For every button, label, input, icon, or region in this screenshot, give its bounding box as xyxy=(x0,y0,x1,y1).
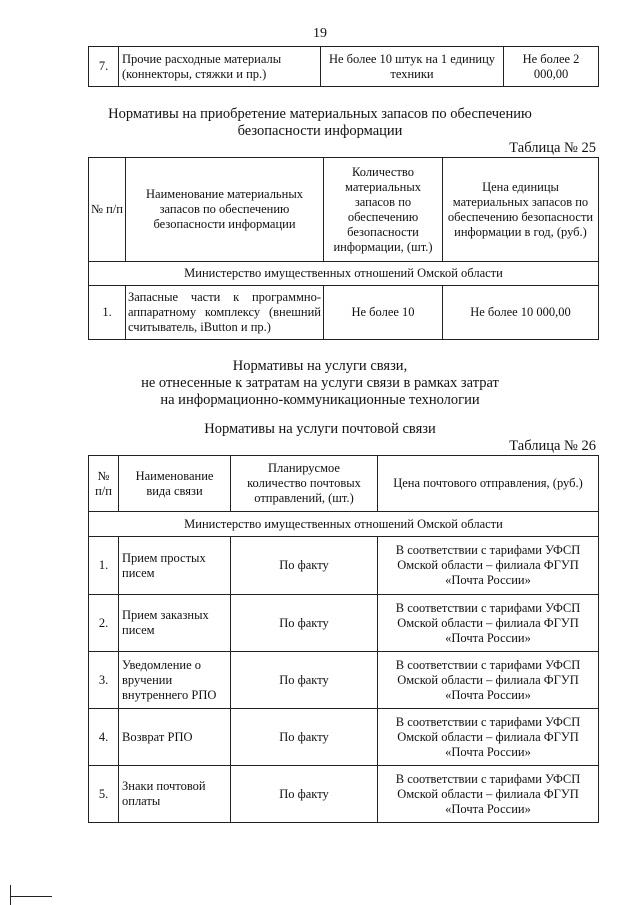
header-price: Цена единицы материальных запасов по обеспечению безопасности информации в год, (руб.) xyxy=(443,158,599,262)
item-name: Прием простых писем xyxy=(119,537,231,595)
header-quantity: Планирусмое количество почтовых отправлений, (шт.) xyxy=(231,456,378,512)
item-quantity: Не более 10 штук на 1 единицу техники xyxy=(321,47,504,87)
section1-title-line1: Нормативы на приобретение материальных запасов по обеспечению xyxy=(108,106,532,122)
header-quantity: Количество материальных запасов по обеспечению безопасности информации, (шт.) xyxy=(324,158,443,262)
scan-mark xyxy=(10,885,11,905)
row-number: 4. xyxy=(89,709,119,766)
header-num: № п/п xyxy=(89,456,119,512)
table-row xyxy=(89,652,599,709)
item-price: В соответствии с тарифами УФСП Омской области – филиала ФГУП «Почта России» xyxy=(378,766,599,823)
header-name: Наименование материальных запасов по обеспечению безопасности информации xyxy=(126,158,324,262)
item-price: Не более 10 000,00 xyxy=(443,286,599,340)
item-name: Прием заказных писем xyxy=(119,595,231,652)
item-name: Запасные части к программно-аппаратному комплексу (внешний считыватель, iButton и пр.) xyxy=(126,286,324,340)
ministry-name: Министерство имущественных отношений Омской области xyxy=(89,512,599,537)
top-table xyxy=(88,46,599,87)
table-26-label: Таблица № 26 xyxy=(509,438,596,454)
section2-title-line1: Нормативы на услуги связи, xyxy=(232,358,408,374)
table-header-row xyxy=(89,456,599,512)
ministry-row xyxy=(89,512,599,537)
item-quantity: По факту xyxy=(231,537,378,595)
item-price: В соответствии с тарифами УФСП Омской области – филиала ФГУП «Почта России» xyxy=(378,652,599,709)
row-number: 2. xyxy=(89,595,119,652)
row-number: 1. xyxy=(89,286,126,340)
page-number: 19 xyxy=(313,26,327,41)
item-name: Возврат РПО xyxy=(119,709,231,766)
table-row xyxy=(89,766,599,823)
scan-mark xyxy=(10,896,52,897)
section2-title-line2: не отнесенные к затратам на услуги связи в рамках затрат xyxy=(141,375,499,391)
item-quantity: По факту xyxy=(231,709,378,766)
table-row xyxy=(89,709,599,766)
item-name: Знаки почтовой оплаты xyxy=(119,766,231,823)
item-quantity: Не более 10 xyxy=(324,286,443,340)
row-number: 3. xyxy=(89,652,119,709)
table-26 xyxy=(88,455,599,823)
section1-title-line2: безопасности информации xyxy=(237,123,403,139)
item-price: В соответствии с тарифами УФСП Омской области – филиала ФГУП «Почта России» xyxy=(378,709,599,766)
header-num: № п/п xyxy=(89,158,126,262)
row-number: 1. xyxy=(89,537,119,595)
table-row xyxy=(89,537,599,595)
item-quantity: По факту xyxy=(231,652,378,709)
item-name: Прочие расходные материалы (коннекторы, стяжки и пр.) xyxy=(119,47,321,87)
table-row xyxy=(89,286,599,340)
item-name: Уведомление о вручении внутреннего РПО xyxy=(119,652,231,709)
header-price: Цена почтового отправления, (руб.) xyxy=(378,456,599,512)
row-number: 5. xyxy=(89,766,119,823)
table-25 xyxy=(88,157,599,340)
item-price: В соответствии с тарифами УФСП Омской области – филиала ФГУП «Почта России» xyxy=(378,537,599,595)
header-name: Наименование вида связи xyxy=(119,456,231,512)
item-quantity: По факту xyxy=(231,766,378,823)
row-number: 7. xyxy=(89,47,119,87)
item-price: Не более 2 000,00 xyxy=(504,47,599,87)
section2-subtitle: Нормативы на услуги почтовой связи xyxy=(204,421,436,437)
item-quantity: По факту xyxy=(231,595,378,652)
table-25-label: Таблица № 25 xyxy=(509,140,596,156)
table-row xyxy=(89,595,599,652)
table-header-row xyxy=(89,158,599,262)
section2-title-line3: на информационно-коммуникационные технологии xyxy=(160,392,480,408)
ministry-name: Министерство имущественных отношений Омской области xyxy=(89,262,599,286)
item-price: В соответствии с тарифами УФСП Омской области – филиала ФГУП «Почта России» xyxy=(378,595,599,652)
table-row xyxy=(89,47,599,87)
ministry-row xyxy=(89,262,599,286)
